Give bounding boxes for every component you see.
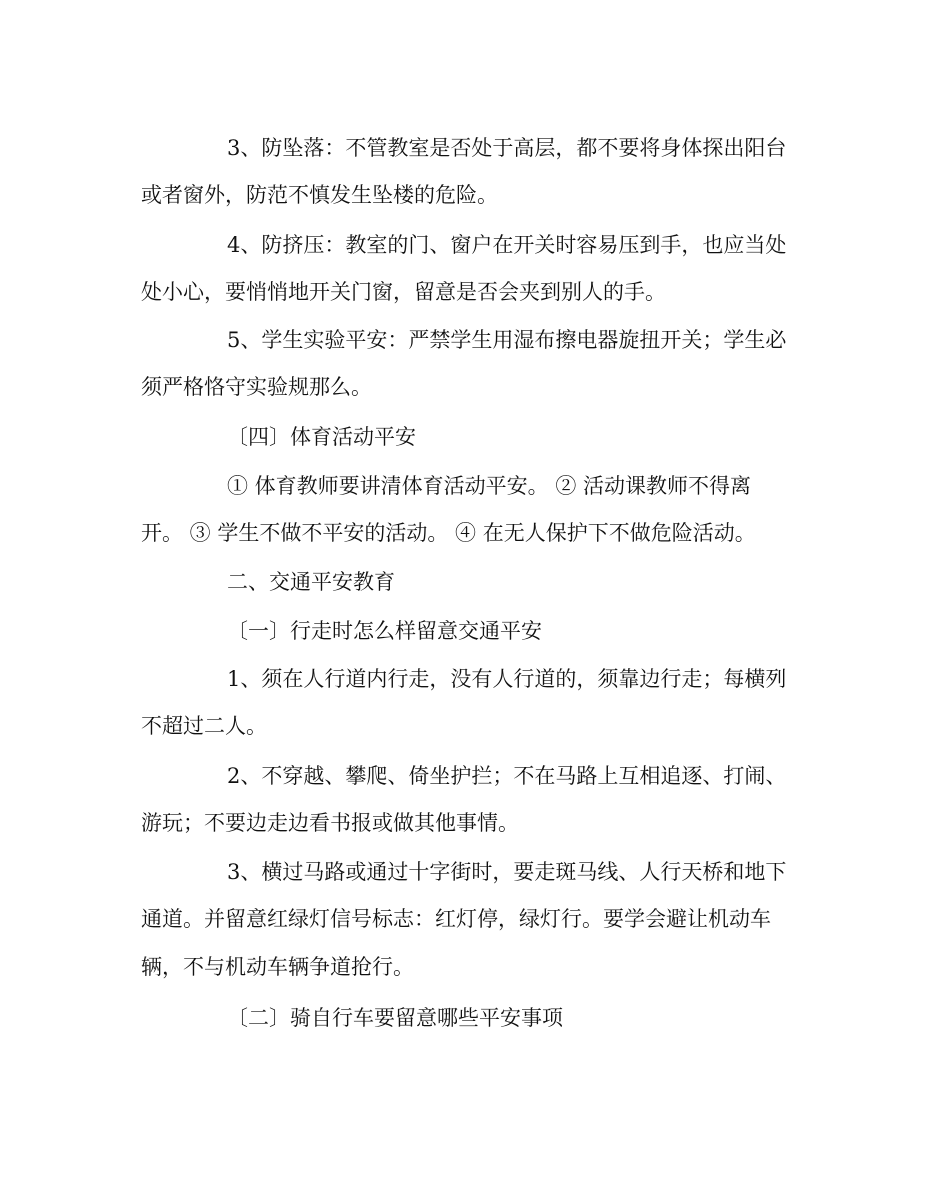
text-line: 辆，不与机动车辆争道抢行。 bbox=[141, 955, 414, 979]
text-line: ① 体育教师要讲清体育活动平安。 ② 活动课教师不得离 bbox=[227, 474, 752, 498]
text-line: 游玩；不要边走边看书报或做其他事情。 bbox=[141, 811, 519, 835]
section-heading: 〔二〕骑自行车要留意哪些平安事项 bbox=[227, 1006, 563, 1030]
text-line: 3、防坠落：不管教室是否处于高层，都不要将身体探出阳台 bbox=[227, 136, 787, 160]
text-line: 须严格恪守实验规那么。 bbox=[141, 375, 372, 399]
section-heading: 〔四〕体育活动平安 bbox=[227, 425, 416, 449]
text-line: 4、防挤压：教室的门、窗户在开关时容易压到手，也应当处 bbox=[227, 233, 787, 257]
text-line: 或者窗外，防范不慎发生坠楼的危险。 bbox=[141, 183, 498, 207]
text-line: 3、横过马路或通过十字街时，要走斑马线、人行天桥和地下 bbox=[227, 860, 787, 884]
text-line: 开。 ③ 学生不做不平安的活动。 ④ 在无人保护下不做危险活动。 bbox=[141, 521, 756, 545]
text-line: 2、不穿越、攀爬、倚坐护拦；不在马路上互相追逐、打闹、 bbox=[227, 764, 787, 788]
text-line: 处小心，要悄悄地开关门窗，留意是否会夹到别人的手。 bbox=[141, 280, 666, 304]
text-line: 不超过二人。 bbox=[141, 714, 267, 738]
text-line: 5、学生实验平安：严禁学生用湿布擦电器旋扭开关；学生必 bbox=[227, 328, 787, 352]
text-line: 1、须在人行道内行走，没有人行道的，须靠边行走；每横列 bbox=[227, 667, 787, 691]
section-heading: 〔一〕行走时怎么样留意交通平安 bbox=[227, 619, 542, 643]
section-heading: 二、交通平安教育 bbox=[227, 570, 395, 594]
text-line: 通道。并留意红绿灯信号标志：红灯停，绿灯行。要学会避让机动车 bbox=[141, 907, 771, 931]
